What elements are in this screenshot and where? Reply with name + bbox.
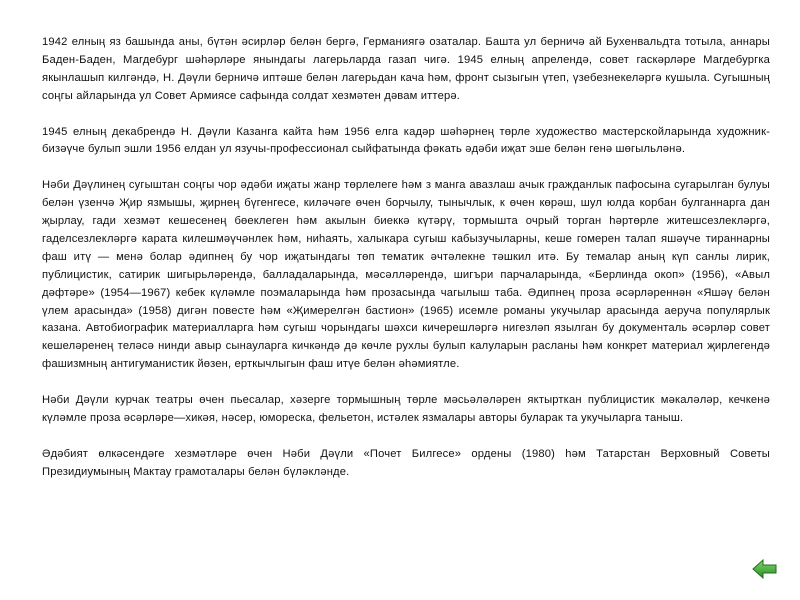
back-button[interactable] <box>752 558 778 580</box>
paragraph-captivity: 1942 елның яз башында аны, бүтән әсирләр белән бергә, Германиягә озаталар. Башта ул берничә ай Бухенвальдта тотыла, аннары Баден-Баден, Магдебург шәһәрләре янындагы лагерьларда газап чигә. 1945 елның апрелендә, совет гаскәрләре Магдебургка якынлашып килгәндә, Н. Дәүли берничә иптәше белән лагерьдан кача һәм, фронт сызыгын үтеп, үзебезнекеләргә кушыла. Сугышның соңгы айларында ул Совет Армиясе сафында солдат хезмәтен дәвам иттерә. <box>42 36 770 102</box>
paragraph-plays-articles: Нәби Дәүли курчак театры өчен пьесалар, хәзерге тормышның төрле мәсьәләләрен яктырткан публицистик мәкаләләр, кечкенә күләмле проза әсәрләре—хикәя, нәсер, юмореска, фельетон, истәлек язмалары авторы буларак та укучыларга таныш. <box>42 394 770 424</box>
paragraph-return-kazan: 1945 елның декабрендә Н. Дәүли Казанга кайта һәм 1956 елга кадәр шәһәрнең төрле художество мастерскойларында художник-бизәүче булып эшли 1956 елдан ул язучы-профессионал сыйфатында фәкать әдәби иҗат эше белән генә шөгыльләнә. <box>42 125 770 156</box>
paragraph-postwar-work: Нәби Дәүлинең сугыштан соңгы чор әдәби иҗаты жанр төрлелеге һәм з манга авазлаш ачык гражданлык пафосына сугарылган булуы белән үзенчә Җир язмышы, җирнең бүгенгесе, киләчәге өчен борчылу, тынычлык, к өчен көрәш, шул юлда корбан булганнарга дан җырлау, гади хезмәт кешесенең бөеклеген һәм акылын биеккә күтәрү, тормышта очрый торган һәртөрле житешсезлекләргә, гаделсезлекләргә карата килешмәүчәнлек һәм, ниһаять, халыкара сугыш кабызучыларны, кеше гомерен талап яшәүче тираннарны фаш итү — менә болар әдипнең бу чор иҗатындагы төп тематик әчтәлекне тәшкил итә. Бу темалар аның күп санлы лирик, публицистик, сатирик шигырьләрендә, балладаларында, мәсәлләрендә, шигъри парчаларында, «Берлинда окоп» (1956), «Авыл дәфтәре» (1954—1967) кебек күләмле поэмаларында һәм прозасында чагылыш таба. Әдипнең проза әсәрләреннән «Яшәү белән үлем арасында» (1958) дигән повесте һәм «Җимерелгән бастион» (1965) исемле романы укучылар арасында аеруча популярлык казана. Автобиографик материалларга һәм сугыш чорындагы шәхси кичерешләргә нигезләп язылган бу документаль әсәрләр совет кешеләренең теләсә нинди авыр сынауларгa кичкәндә дә көчле рухлы булып калуларын расланы һәм конкрет материал җирлегендә фашизмның антигуманистик йөзен, ерткычлыгын фаш итүе белән әһәмиятле. <box>42 179 770 371</box>
paragraph-awards: Әдәбият өлкәсендәге хезмәтләре өчен Нәби Дәүли «Почет Билгесе» ордены (1980) һәм Татарстан Верховный Советы Президиумының Мактау грамоталары белән бүләкләнде. <box>42 447 770 478</box>
left-arrow-icon <box>752 558 778 580</box>
document-body <box>42 34 770 499</box>
